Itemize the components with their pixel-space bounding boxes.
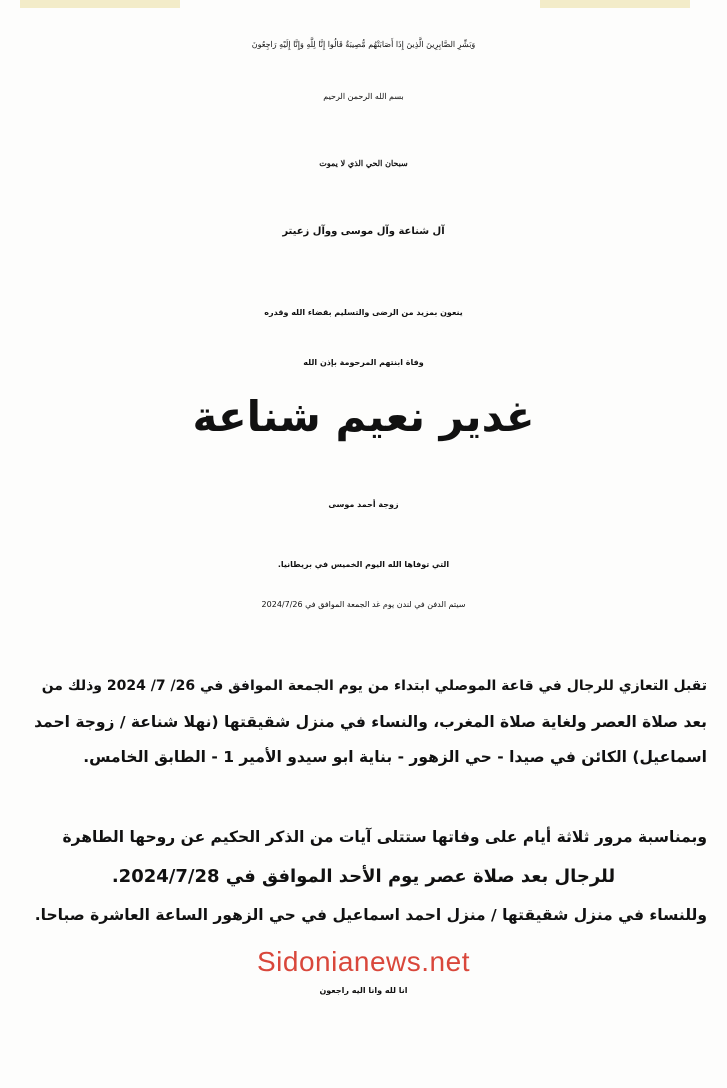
basmala: بسم الله الرحمن الرحيم bbox=[323, 92, 404, 101]
families-heading: آل شناعة وآل موسى ووآل زعيتر bbox=[282, 226, 445, 237]
deceased-name: غدير نعيم شناعة bbox=[192, 392, 535, 441]
paper-edge-strip bbox=[20, 0, 180, 8]
quran-verse: وَبَشِّرِ الصَّابِرِينَ الَّذِينَ إِذَا أَصَابَتْهُم مُّصِيبَةٌ قَالُوا إِنَّا لِلَّهِ وَإِنَّا إِلَيْهِ رَاجِعُونَ bbox=[251, 40, 476, 49]
third-day-line: وبمناسبة مرور ثلاثة أيام على وفاتها ستتلى آيات من الذكر الحكيم عن روحها الطاهرة bbox=[62, 828, 707, 846]
death-details: التي توفاها الله اليوم الخميس في بريطانيا. bbox=[277, 560, 450, 569]
condolence-line: بعد صلاة العصر ولغاية صلاة المغرب، والنساء في منزل شقيقتها (نهلا شناعة / زوجة احمد bbox=[34, 713, 707, 731]
condolence-line: تقبل التعازي للرجال في قاعة الموصلي ابتداء من يوم الجمعة الموافق في 26/ 7/ 2024 وذلك من bbox=[41, 678, 707, 694]
mourning-intro: ينعون بمزيد من الرضى والتسليم بقضاء الله وقدره bbox=[264, 308, 463, 317]
paper-edge-strip bbox=[540, 0, 690, 8]
burial-details: سيتم الدفن في لندن يوم غد الجمعة الموافق في 2024/7/26 bbox=[261, 600, 466, 609]
condolence-line: اسماعيل) الكائن في صيدا - حي الزهور - بناية ابو سيدو الأمير 1 - الطابق الخامس. bbox=[83, 748, 707, 766]
death-intro: وفاة ابنتهم المرحومة بإذن الله bbox=[303, 358, 424, 367]
site-watermark: Sidonianews.net bbox=[257, 946, 470, 977]
spouse-line: زوجة أحمد موسى bbox=[328, 500, 399, 509]
third-day-line: وللنساء في منزل شقيقتها / منزل احمد اسماعيل في حي الزهور الساعة العاشرة صباحا. bbox=[34, 906, 707, 924]
third-day-line: للرجال بعد صلاة عصر يوم الأحد الموافق في 2024/7/28. bbox=[111, 866, 616, 887]
subhan-heading: سبحان الحي الذي لا يموت bbox=[319, 158, 408, 168]
closing-phrase: انا لله وانا اليه راجعون bbox=[319, 986, 408, 995]
